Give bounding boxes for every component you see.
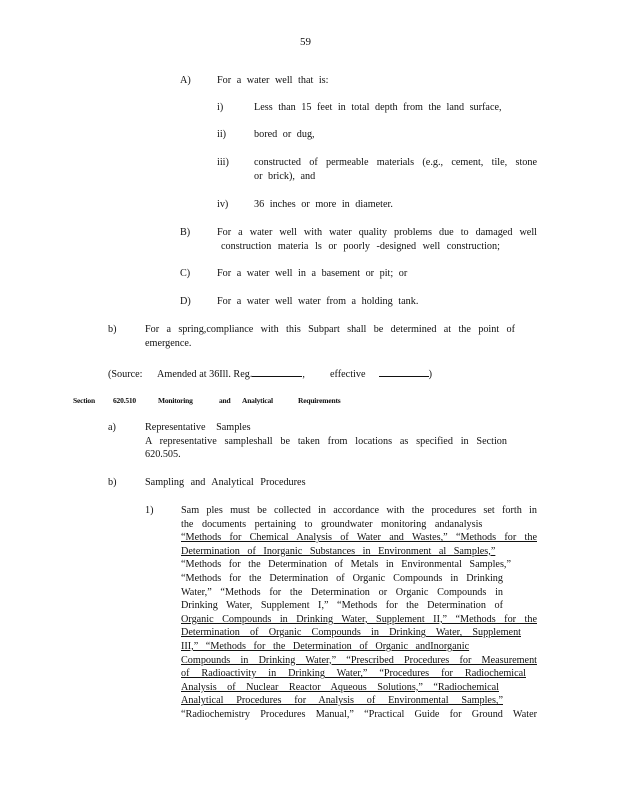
item1-line: Sam ples must be collected in accordance with the procedures set forth in: [181, 505, 537, 516]
source-effective: effective: [330, 369, 366, 380]
item1-line: “Methods for the Determination of Organic Compounds in Drinking: [181, 572, 503, 584]
spring-label: b): [108, 324, 117, 335]
item-a-text: For a water well that is:: [217, 75, 329, 86]
effective-blank: [379, 366, 429, 377]
item1-line: III,” “Methods for the Determination of Organic andInorganic: [181, 640, 470, 652]
subitem-iii-text: [254, 156, 537, 183]
rep-label: a): [108, 422, 116, 433]
item-a-label: A): [180, 75, 191, 86]
item1-line: Determination of Organic Compounds in Drinking Water, Supplement: [181, 627, 521, 639]
subitem-iii-line2: or brick), and: [254, 170, 316, 182]
item1-line: Analysis of Nuclear Reactor Aqueous Solutions,” “Radiochemical: [181, 681, 499, 693]
rep-text: [145, 421, 507, 462]
subitem-iii-line1: constructed of permeable materials (e.g., cement, tile, stone: [254, 157, 537, 168]
item1-line: Compounds in Drinking Water,” “Prescribed Procedures for Measurement: [181, 654, 537, 666]
section-title-3: Analytical: [242, 396, 273, 405]
spring-text: [145, 323, 515, 350]
item1-line: “Radiochemistry Procedures Manual,” “Practical Guide for Ground Water: [181, 708, 537, 720]
item1-line: “Methods for the Determination of Metals in Environmental Samples,”: [181, 559, 511, 571]
item1-line: the documents pertaining to groundwater monitoring andanalysis: [181, 518, 483, 530]
item-b-label: B): [180, 227, 191, 238]
item-c-text: For a water well in a basement or pit; or: [217, 268, 408, 279]
item1-body: [181, 504, 537, 722]
rep-line1: A representative sampleshall be taken from locations as specified in Section: [145, 435, 507, 447]
item1-line: of Radioactivity in Drinking Water,” “Procedures for Radiochemical: [181, 668, 526, 680]
item-b-line2: construction materia ls or poorly -designed well construction;: [221, 240, 500, 252]
rep-heading: Representative Samples: [145, 422, 251, 433]
section-word: Section: [73, 396, 95, 405]
sap-heading: Sampling and Analytical Procedures: [145, 477, 306, 488]
reg-blank: [252, 366, 302, 377]
rep-line2: 620.505.: [145, 449, 181, 461]
item-d-label: D): [180, 296, 191, 307]
source-amended: Amended at 36Ill. Reg.: [157, 369, 253, 380]
item-b-text: [217, 226, 537, 253]
subitem-ii-text: bored or dug,: [254, 129, 315, 140]
item1-line: Water,” “Methods for the Determination or Organic Compounds in: [181, 586, 503, 598]
section-title-2: and: [219, 396, 231, 405]
item1-line: Determination of Inorganic Substances in Environment al Samples,”: [181, 545, 496, 557]
item-c-label: C): [180, 268, 191, 279]
spring-line1: For a spring,compliance with this Subpart shall be determined at the point of: [145, 324, 515, 335]
subitem-ii-label: ii): [217, 129, 227, 140]
source-comma: ,: [302, 369, 305, 380]
section-number: 620.510: [113, 396, 136, 405]
subitem-i-label: i): [217, 102, 224, 113]
source-close: ): [428, 369, 432, 380]
subitem-iii-label: iii): [217, 157, 229, 168]
item-b-line1: For a water well with water quality problems due to damaged well: [217, 227, 537, 238]
item-d-text: For a water well water from a holding tank.: [217, 296, 419, 307]
item1-line: “Methods for Chemical Analysis of Water and Wastes,” “Methods for the: [181, 532, 537, 544]
page-number: 59: [300, 36, 311, 48]
section-title-4: Requirements: [298, 396, 341, 405]
item1-line: Drinking Water, Supplement I,” “Methods for the Determination of: [181, 600, 503, 612]
source-open: (Source:: [108, 369, 143, 380]
source-line: [108, 366, 432, 382]
sap-label: b): [108, 477, 117, 488]
item1-line: Analytical Procedures for Analysis of Environmental Samples,”: [181, 695, 503, 707]
item1-label: 1): [145, 505, 154, 516]
subitem-i-text: Less than 15 feet in total depth from the land surface,: [254, 102, 502, 113]
subitem-iv-text: 36 inches or more in diameter.: [254, 199, 393, 210]
subitem-iv-label: iv): [217, 199, 229, 210]
section-title-1: Monitoring: [158, 396, 193, 405]
spring-line2: emergence.: [145, 337, 192, 349]
item1-line: Organic Compounds in Drinking Water, Supplement II,” “Methods for the: [181, 613, 537, 625]
